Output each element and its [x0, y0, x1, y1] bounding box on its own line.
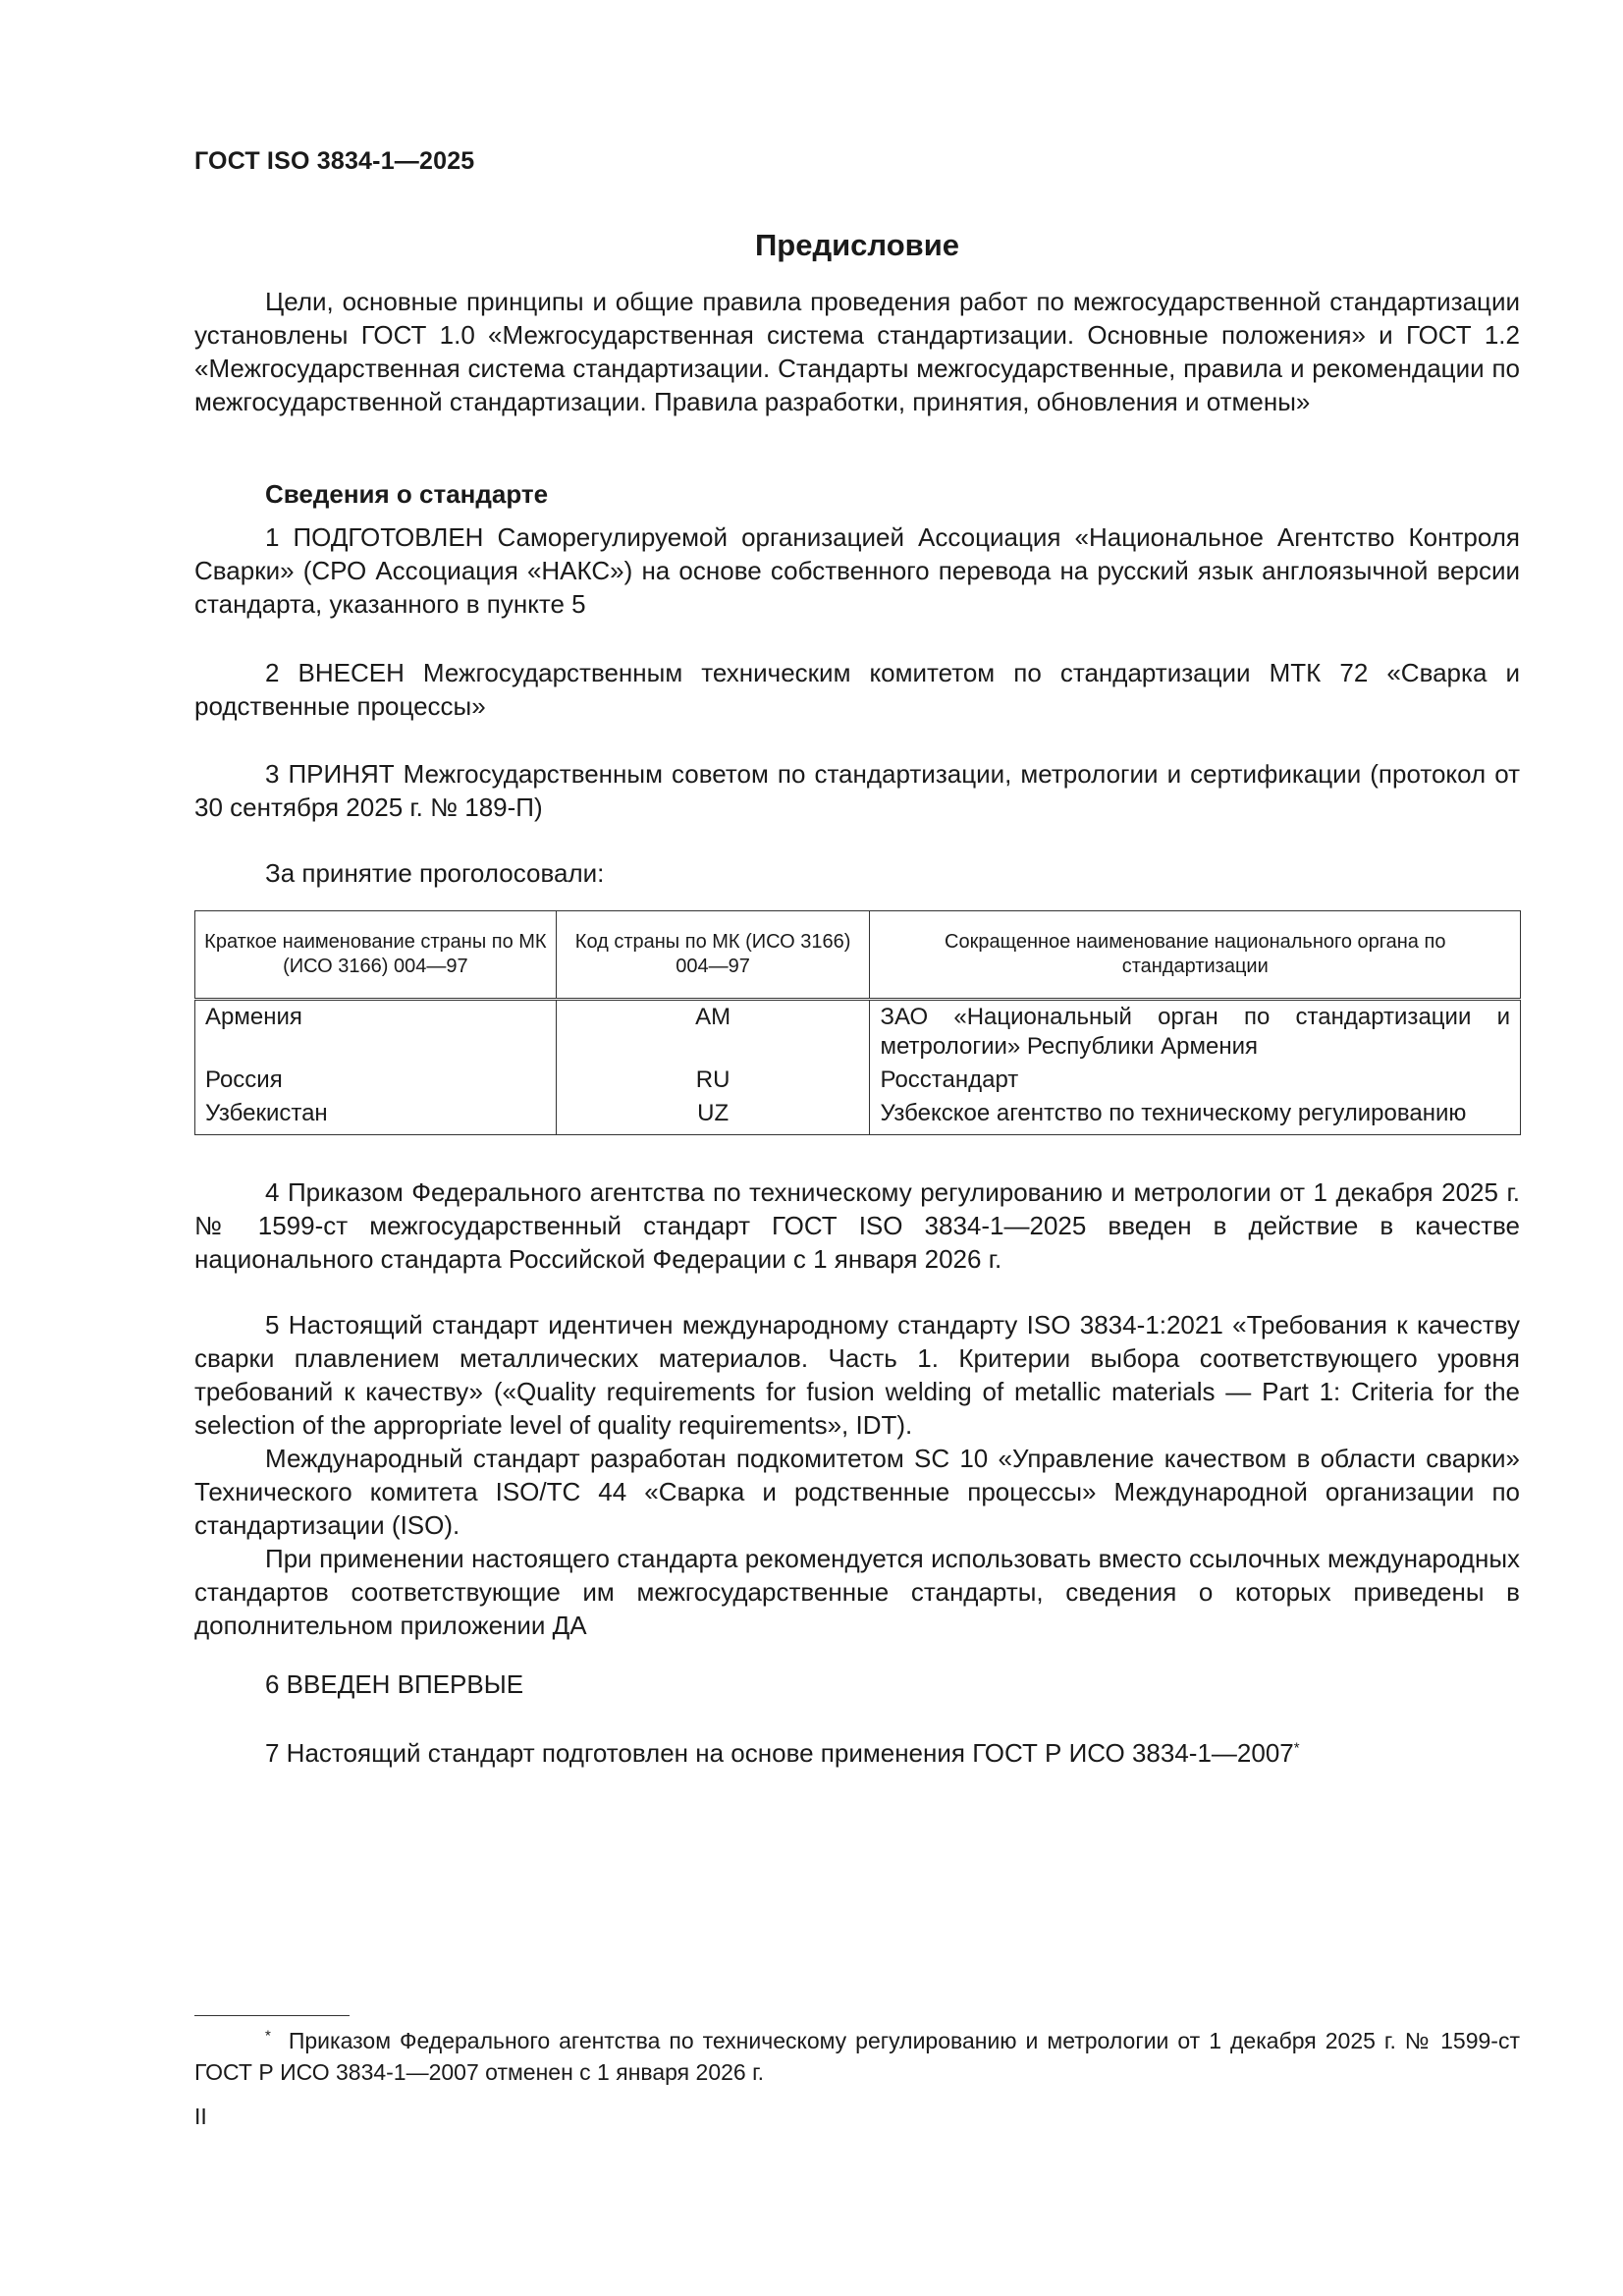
item-3-paragraph	[194, 757, 1520, 824]
item-1-text: 1 ПОДГОТОВЛЕН Саморегулируемой организацией Ассоциация «Национальное Агентство Контроля Сварки» (СРО Ассоциация «НАКС») на основе собственного перевода на русский язык англоязычной версии стандарта, указанного в пункте 5	[194, 522, 1520, 619]
page-title: Предисловие	[754, 228, 959, 262]
item-1-paragraph	[194, 520, 1520, 621]
country-cell: Армения	[195, 1000, 557, 1065]
code-cell: AM	[556, 1000, 870, 1065]
item-5-international-text: Международный стандарт разработан подкомитетом SC 10 «Управление качеством в области сварки» Технического комитета ISO/TC 44 «Сварка и родственные процессы» Международной организации по стандартизации (ISO).	[194, 1444, 1520, 1540]
voted-label: За принятие проголосовали:	[265, 858, 605, 888]
item-2-paragraph	[194, 656, 1520, 723]
table-row	[195, 1000, 1521, 1065]
document-code-header: ГОСТ ISO 3834-1—2025	[194, 147, 475, 175]
standard-info-heading: Сведения о стандарте	[265, 479, 549, 509]
footnote-mark: *	[265, 2027, 271, 2045]
header-country-name: Краткое наименование страны по МК (ИСО 3166) 004—97	[195, 911, 557, 1000]
item-4-paragraph	[194, 1175, 1520, 1276]
header-national-body: Сокращенное наименование национального органа по стандартизации	[870, 911, 1521, 1000]
table-header-row	[195, 911, 1521, 1000]
table-row	[195, 1064, 1521, 1097]
item-2-text: 2 ВНЕСЕН Межгосударственным техническим комитетом по стандартизации МТК 72 «Сварка и родственные процессы»	[194, 658, 1520, 721]
item-7-text: 7 Настоящий стандарт подготовлен на основе применения ГОСТ Р ИСО 3834-1—2007	[265, 1738, 1294, 1768]
page-number: II	[194, 2104, 207, 2129]
item-7-paragraph	[265, 1738, 1300, 1769]
code-cell: RU	[556, 1064, 870, 1097]
table-row	[195, 1097, 1521, 1135]
item-3-text: 3 ПРИНЯТ Межгосударственным советом по стандартизации, метрологии и сертификации (протокол от 30 сентября 2025 г. № 189-П)	[194, 759, 1520, 822]
voting-table	[194, 910, 1521, 1135]
item-5-application-text: При применении настоящего стандарта рекомендуется использовать вместо ссылочных международных стандартов соответствующие им межгосударственные стандарты, сведения о которых приведены в дополнительном приложении ДА	[194, 1544, 1520, 1640]
country-cell: Узбекистан	[195, 1097, 557, 1135]
header-country-code: Код страны по МК (ИСО 3166) 004—97	[556, 911, 870, 1000]
footnote-text: Приказом Федерального агентства по техническому регулированию и метрологии от 1 декабря 2025 г. № 1599-ст ГОСТ Р ИСО 3834-1—2007 отменен с 1 января 2026 г.	[194, 2028, 1521, 2085]
code-cell: UZ	[556, 1097, 870, 1135]
intro-paragraph	[194, 285, 1520, 418]
item-5-section	[194, 1308, 1520, 1642]
footnote-divider	[194, 2015, 350, 2016]
country-cell: Россия	[195, 1064, 557, 1097]
footnote-reference-mark: *	[1293, 1739, 1300, 1757]
org-cell: Росстандарт	[870, 1064, 1521, 1097]
org-cell: Узбекское агентство по техническому регулированию	[870, 1097, 1521, 1135]
item-5-text: 5 Настоящий стандарт идентичен международному стандарту ISO 3834-1:2021 «Требования к качеству сварки плавлением металлических материалов. Часть 1. Критерии выбора соответствующего уровня требований к качеству» («Quality requirements for fusion welding of metallic materials — Part 1: Criteria for the selection of the appropriate level of quality requirements», IDT).	[194, 1310, 1520, 1440]
footnote	[194, 2025, 1520, 2088]
org-cell: ЗАО «Национальный орган по стандартизации и метрологии» Республики Армения	[870, 1000, 1521, 1065]
item-4-text: 4 Приказом Федерального агентства по техническому регулированию и метрологии от 1 декабря 2025 г. № 1599-ст межгосударственный стандарт ГОСТ ISO 3834-1—2025 введен в действие в качестве национального стандарта Российской Федерации с 1 января 2026 г.	[194, 1177, 1520, 1274]
intro-text: Цели, основные принципы и общие правила проведения работ по межгосударственной стандартизации установлены ГОСТ 1.0 «Межгосударственная система стандартизации. Основные положения» и ГОСТ 1.2 «Межгосударственная система стандартизации. Стандарты межгосударственные, правила и рекомендации по межгосударственной стандартизации. Правила разработки, принятия, обновления и отмены»	[194, 287, 1520, 416]
item-6-text: 6 ВВЕДЕН ВПЕРВЫЕ	[265, 1669, 524, 1699]
